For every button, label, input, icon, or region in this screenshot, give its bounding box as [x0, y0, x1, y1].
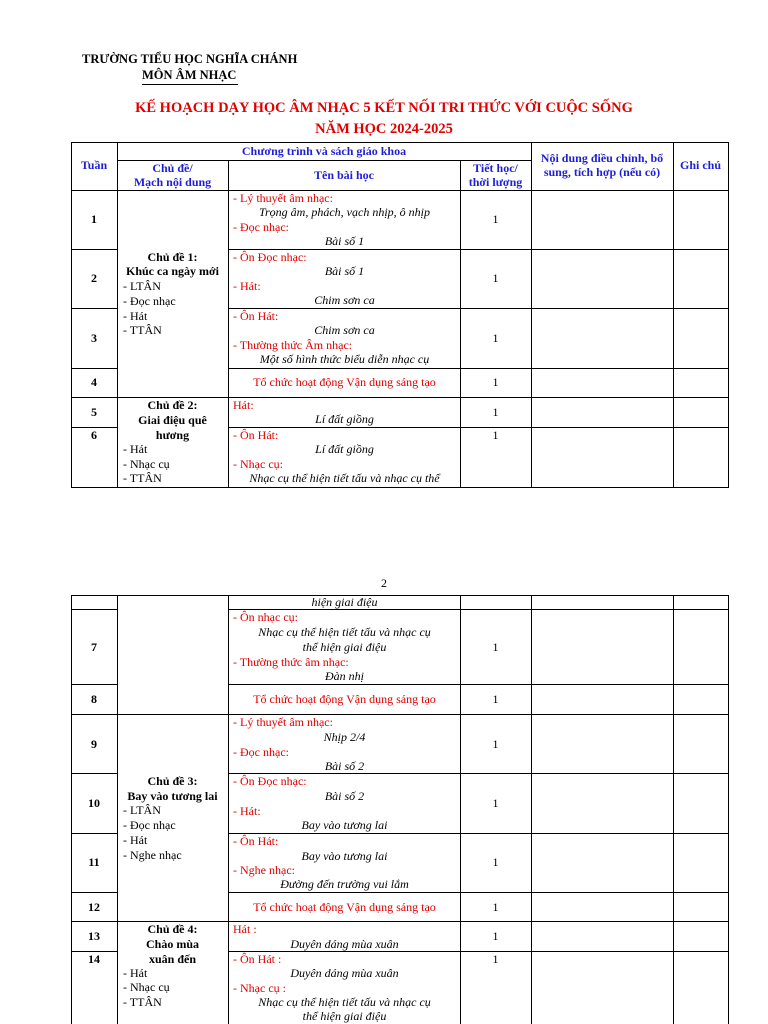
topic-title: Chủ đề 3:	[147, 774, 198, 788]
lesson-cell: Hát : Duyên dáng mùa xuân	[233, 922, 399, 951]
topic-item: - Hát	[123, 442, 148, 456]
period-count: 1	[492, 952, 499, 966]
col-periods-header-1: Tiết học/	[473, 161, 518, 175]
lesson-cell: Tổ chức hoạt động Vận dụng sáng tạo	[253, 900, 436, 914]
col-periods-header-2: thời lượng	[468, 175, 523, 189]
week-number: 9	[91, 737, 97, 751]
lesson-cell: - Ôn Hát: Chim sơn ca - Thường thức Âm nhạc: Một số hình thức biểu diễn nhạc cụ	[233, 309, 430, 366]
period-count: 1	[492, 900, 499, 914]
topic-title: Chủ đề 2:	[147, 398, 198, 412]
week-number: 4	[91, 375, 97, 389]
period-count: 1	[492, 405, 499, 419]
subject-underline	[142, 84, 238, 85]
lesson-cell: - Ôn Đọc nhạc: Bài số 2 - Hát: Bay vào tương lai	[233, 774, 388, 832]
topic-name: Giai điệu quê	[138, 413, 207, 427]
topic-item: - Nghe nhạc	[123, 848, 182, 862]
topic-title: Chủ đề 4:	[147, 922, 198, 936]
lesson-cell: - Ôn Hát: Bay vào tương lai - Nghe nhạc: Đường đến trường vui lắm	[233, 834, 409, 891]
period-count: 1	[492, 271, 499, 285]
period-count: 1	[492, 929, 499, 943]
topic-item: - Nhạc cụ	[123, 980, 170, 994]
period-count: 1	[492, 796, 499, 810]
col-lesson-header: Tên bài học	[313, 168, 374, 182]
topic-item: - TTÂN	[123, 471, 162, 485]
period-count: 1	[492, 855, 499, 869]
topic-item: - Hát	[123, 833, 148, 847]
topic-name: Khúc ca ngày mới	[126, 264, 219, 278]
week-number: 3	[91, 331, 97, 345]
col-adjust-header-1: Nội dung điều chỉnh, bổ	[540, 151, 664, 165]
week-number: 14	[88, 952, 100, 966]
period-count: 1	[492, 692, 499, 706]
col-topic-header-2: Mạch nội dung	[133, 175, 212, 189]
lesson-cell: - Ôn Hát : Duyên dáng mùa xuân - Nhạc cụ : Nhạc cụ thể hiện tiết tấu và nhạc cụ thể hiện giai điệu	[233, 952, 431, 1023]
topic-item: - TTÂN	[123, 323, 162, 337]
lesson-cell: - Lý thuyết âm nhạc: Nhịp 2/4 - Đọc nhạc: Bài số 2	[233, 715, 366, 773]
week-number: 6	[91, 428, 97, 442]
topic-name: Chào mùa	[145, 937, 199, 951]
topic-item: - Hát	[123, 309, 148, 323]
school-year: NĂM HỌC 2024-2025	[315, 121, 453, 137]
topic-item: - Đọc nhạc	[123, 294, 176, 308]
page-number: 2	[381, 576, 387, 590]
col-week-header: Tuần	[80, 158, 108, 172]
col-program-header: Chương trình và sách giáo khoa	[241, 144, 407, 158]
week-number: 12	[88, 900, 100, 914]
lesson-cell: - Ôn Hát: Lí đất giồng - Nhạc cụ: Nhạc cụ thể hiện tiết tấu và nhạc cụ thể	[233, 428, 440, 485]
week-number: 10	[88, 796, 100, 810]
col-topic-header-1: Chủ đề/	[152, 161, 193, 175]
lesson-cell: - Ôn nhạc cụ: Nhạc cụ thể hiện tiết tấu và nhạc cụ thể hiện giai điệu - Thường thức âm nhạc: Đàn nhị	[233, 610, 431, 683]
week-number: 7	[91, 640, 97, 654]
week-number: 11	[88, 855, 100, 869]
lesson-cell: - Lý thuyết âm nhạc: Trọng âm, phách, vạch nhịp, ô nhịp - Đọc nhạc: Bài số 1	[233, 191, 430, 248]
topic-item: - LTÂN	[123, 279, 161, 293]
lesson-cell: - Ôn Đọc nhạc: Bài số 1 - Hát: Chim sơn ca	[233, 250, 375, 307]
subject-name: MÔN ÂM NHẠC	[142, 68, 237, 82]
week-number: 13	[88, 929, 100, 943]
lesson-cell: Hát: Lí đất giồng	[233, 398, 374, 426]
topic-name: Bay vào tương lai	[127, 789, 218, 803]
week-number: 2	[91, 271, 97, 285]
topic-item: - LTÂN	[123, 803, 161, 817]
week-number: 1	[91, 212, 97, 226]
lesson-cell: Tổ chức hoạt động Vận dụng sáng tạo	[253, 692, 436, 706]
topic-item: - Đọc nhạc	[123, 818, 176, 832]
period-count: 1	[492, 212, 499, 226]
topic-item: - Nhạc cụ	[123, 457, 170, 471]
period-count: 1	[492, 737, 499, 751]
topic-title: Chủ đề 1:	[147, 250, 198, 264]
col-notes-header: Ghi chú	[679, 158, 721, 172]
topic-name: hương	[155, 428, 190, 442]
col-adjust-header-2: sung, tích hợp (nếu có)	[543, 165, 661, 179]
period-count: 1	[492, 428, 499, 442]
period-count: 1	[492, 375, 499, 389]
topic-item: - Hát	[123, 966, 148, 980]
topic-item: - TTÂN	[123, 995, 162, 1009]
lesson-continuation: hiện giai điệu	[311, 595, 378, 609]
week-number: 5	[91, 405, 97, 419]
document-title: KẾ HOẠCH DẠY HỌC ÂM NHẠC 5 KẾT NỐI TRI THỨC VỚI CUỘC SỐNG	[135, 100, 633, 116]
week-number: 8	[91, 692, 97, 706]
topic-name: xuân đến	[148, 952, 197, 966]
school-name: TRƯỜNG TIỂU HỌC NGHĨA CHÁNH	[82, 52, 298, 66]
period-count: 1	[492, 331, 499, 345]
period-count: 1	[492, 640, 499, 654]
lesson-cell: Tổ chức hoạt động Vận dụng sáng tạo	[253, 375, 436, 389]
